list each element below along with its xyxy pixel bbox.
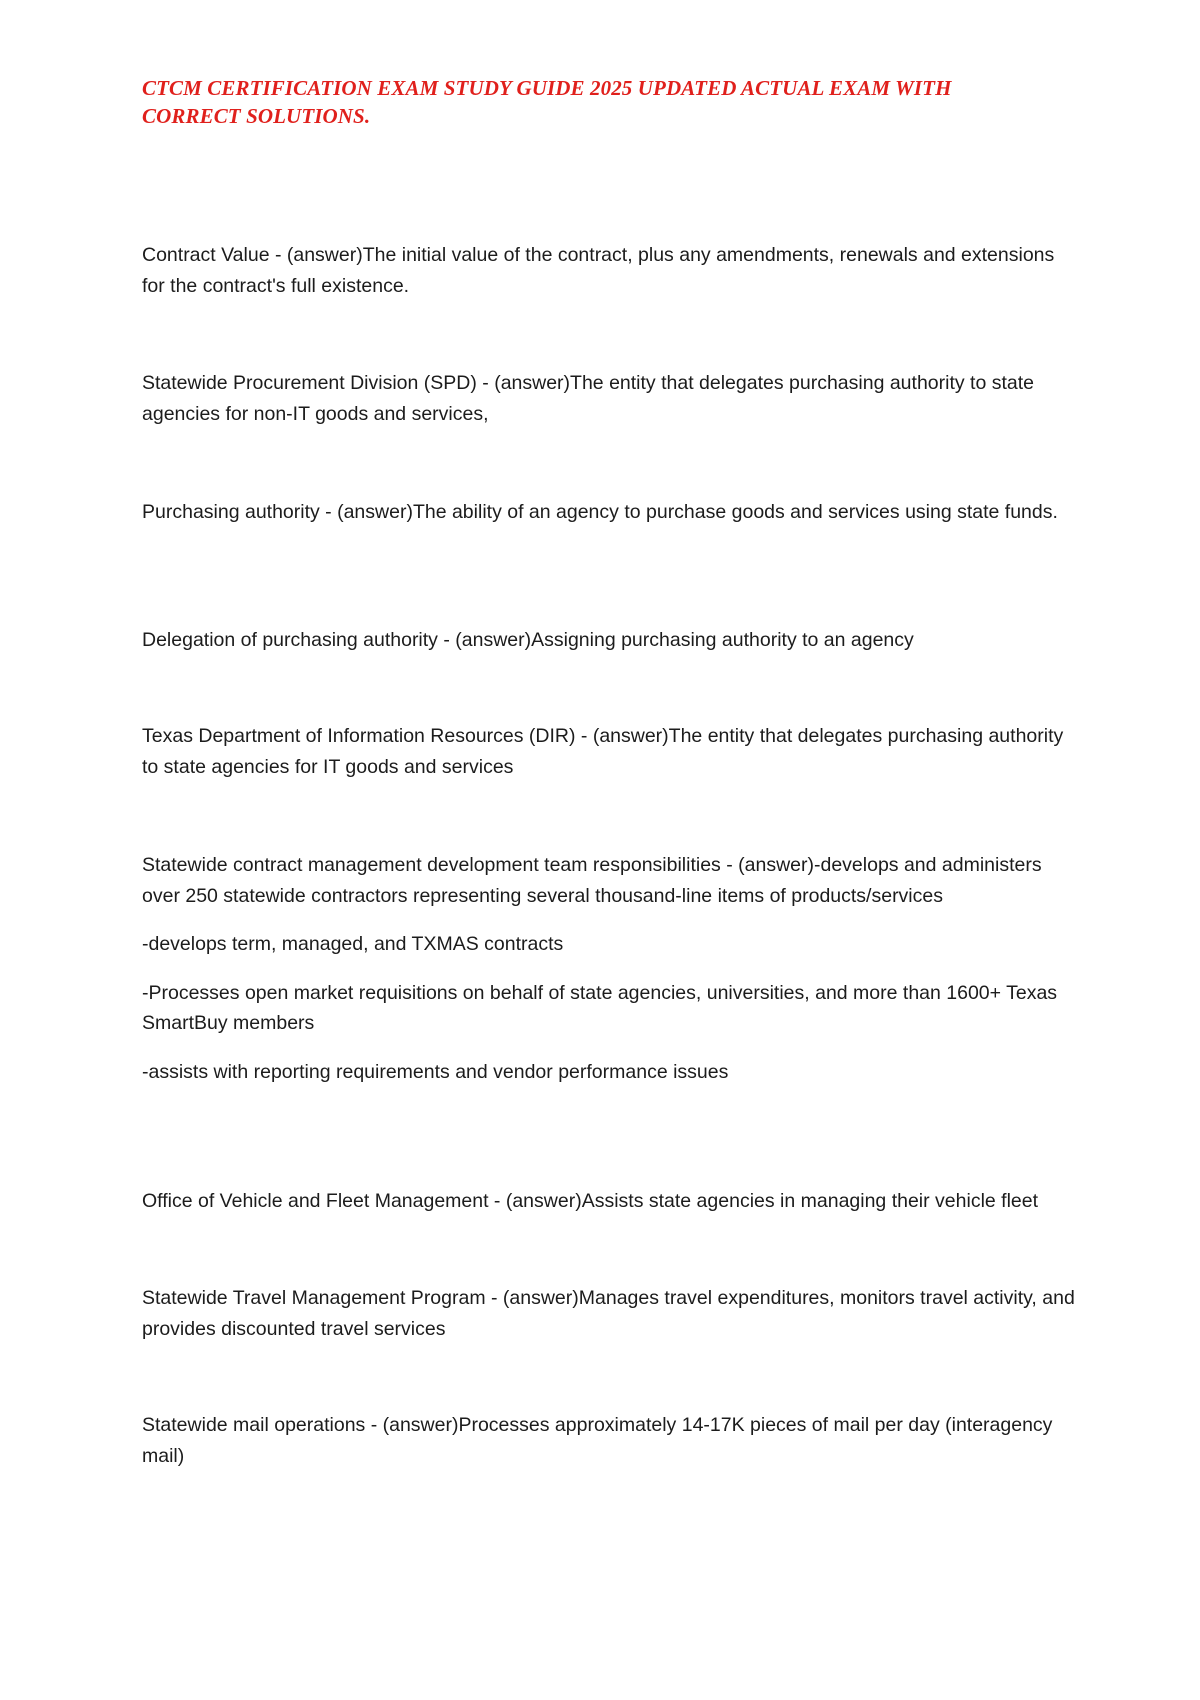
entry-bullet: -develops term, managed, and TXMAS contracts — [142, 933, 564, 955]
entry-text: Office of Vehicle and Fleet Management - (answer)Assists state agencies in managing their vehicle fleet — [142, 1190, 1039, 1212]
entry-delegation — [142, 625, 1082, 656]
entry-spd — [142, 368, 1082, 429]
entry-bullet: -assists with reporting requirements and vendor performance issues — [142, 1060, 729, 1083]
entry-contract-management-team — [142, 850, 1082, 1087]
entry-text: Delegation of purchasing authority - (answer)Assigning purchasing authority to an agency — [142, 629, 914, 651]
entry-text: Statewide contract management development team responsibilities - (answer)-develops and administers over 250 statewide contractors representing several thousand-line items of products/services — [142, 854, 1042, 907]
entry-text: Purchasing authority - (answer)The ability of an agency to purchase goods and services using state funds. — [142, 501, 1058, 523]
entry-bullet: -Processes open market requisitions on behalf of state agencies, universities, and more than 1600+ Texas SmartBuy members — [142, 981, 1058, 1034]
entry-travel-management — [142, 1283, 1082, 1344]
entry-contract-value — [142, 240, 1082, 301]
entry-text: Contract Value - (answer)The initial value of the contract, plus any amendments, renewals and extensions for the contract's full existence. — [142, 244, 1055, 297]
entry-mail-operations — [142, 1410, 1082, 1471]
entry-dir — [142, 721, 1082, 782]
entry-text: Texas Department of Information Resources (DIR) - (answer)The entity that delegates purchasing authority to state agencies for IT goods and services — [142, 725, 1064, 778]
entry-text: Statewide Travel Management Program - (answer)Manages travel expenditures, monitors travel activity, and provides discounted travel services — [142, 1287, 1075, 1340]
entry-text: Statewide mail operations - (answer)Processes approximately 14-17K pieces of mail per day (interagency mail) — [142, 1414, 1053, 1467]
document-title: CTCM CERTIFICATION EXAM STUDY GUIDE 2025 UPDATED ACTUAL EXAM WITH CORRECT SOLUTIONS. — [142, 76, 952, 128]
entry-text: Statewide Procurement Division (SPD) - (answer)The entity that delegates purchasing authority to state agencies for non-IT goods and services, — [142, 372, 1035, 425]
entry-purchasing-authority — [142, 497, 1082, 528]
entry-vehicle-fleet — [142, 1186, 1082, 1217]
